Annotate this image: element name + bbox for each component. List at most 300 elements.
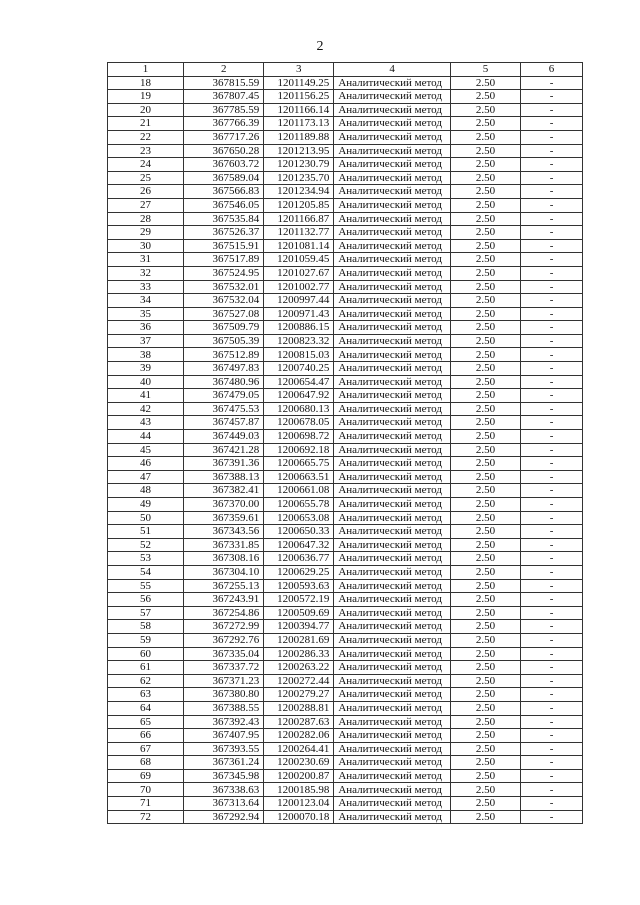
y-coordinate-cell: 1200636.77	[264, 552, 334, 566]
table-row	[108, 430, 583, 444]
y-coordinate-cell: 1200185.98	[264, 783, 334, 797]
note-cell: -	[521, 253, 583, 267]
method-cell: Аналитический метод	[334, 90, 451, 104]
method-cell: Аналитический метод	[334, 470, 451, 484]
note-cell: -	[521, 769, 583, 783]
note-cell: -	[521, 443, 583, 457]
note-cell: -	[521, 348, 583, 362]
method-cell: Аналитический метод	[334, 76, 451, 90]
point-number-cell: 34	[108, 294, 184, 308]
note-cell: -	[521, 756, 583, 770]
table-row	[108, 171, 583, 185]
table-row	[108, 198, 583, 212]
y-coordinate-cell: 1200287.63	[264, 715, 334, 729]
table-row	[108, 769, 583, 783]
note-cell: -	[521, 416, 583, 430]
error-cell: 2.50	[451, 511, 521, 525]
y-coordinate-cell: 1200650.33	[264, 525, 334, 539]
note-cell: -	[521, 606, 583, 620]
error-cell: 2.50	[451, 552, 521, 566]
note-cell: -	[521, 375, 583, 389]
table-row	[108, 511, 583, 525]
x-coordinate-cell: 367393.55	[184, 742, 264, 756]
error-cell: 2.50	[451, 484, 521, 498]
y-coordinate-cell: 1200663.51	[264, 470, 334, 484]
method-cell: Аналитический метод	[334, 402, 451, 416]
table-row	[108, 715, 583, 729]
point-number-cell: 67	[108, 742, 184, 756]
note-cell: -	[521, 593, 583, 607]
error-cell: 2.50	[451, 239, 521, 253]
x-coordinate-cell: 367361.24	[184, 756, 264, 770]
y-coordinate-cell: 1200997.44	[264, 294, 334, 308]
note-cell: -	[521, 321, 583, 335]
note-cell: -	[521, 633, 583, 647]
method-cell: Аналитический метод	[334, 416, 451, 430]
method-cell: Аналитический метод	[334, 756, 451, 770]
error-cell: 2.50	[451, 280, 521, 294]
error-cell: 2.50	[451, 321, 521, 335]
x-coordinate-cell: 367807.45	[184, 90, 264, 104]
table-row	[108, 144, 583, 158]
point-number-cell: 27	[108, 198, 184, 212]
x-coordinate-cell: 367785.59	[184, 103, 264, 117]
table-row	[108, 742, 583, 756]
point-number-cell: 46	[108, 457, 184, 471]
table-row	[108, 266, 583, 280]
note-cell: -	[521, 266, 583, 280]
point-number-cell: 35	[108, 307, 184, 321]
x-coordinate-cell: 367313.64	[184, 797, 264, 811]
point-number-cell: 24	[108, 158, 184, 172]
point-number-cell: 20	[108, 103, 184, 117]
table-row	[108, 294, 583, 308]
point-number-cell: 23	[108, 144, 184, 158]
error-cell: 2.50	[451, 212, 521, 226]
point-number-cell: 37	[108, 334, 184, 348]
x-coordinate-cell: 367359.61	[184, 511, 264, 525]
error-cell: 2.50	[451, 579, 521, 593]
table-row	[108, 470, 583, 484]
point-number-cell: 54	[108, 565, 184, 579]
table-row	[108, 239, 583, 253]
x-coordinate-cell: 367345.98	[184, 769, 264, 783]
point-number-cell: 41	[108, 389, 184, 403]
point-number-cell: 60	[108, 647, 184, 661]
y-coordinate-cell: 1200971.43	[264, 307, 334, 321]
y-coordinate-cell: 1201132.77	[264, 226, 334, 240]
point-number-cell: 36	[108, 321, 184, 335]
method-cell: Аналитический метод	[334, 498, 451, 512]
x-coordinate-cell: 367407.95	[184, 729, 264, 743]
x-coordinate-cell: 367524.95	[184, 266, 264, 280]
note-cell: -	[521, 647, 583, 661]
table-row	[108, 117, 583, 131]
error-cell: 2.50	[451, 130, 521, 144]
method-cell: Аналитический метод	[334, 565, 451, 579]
method-cell: Аналитический метод	[334, 606, 451, 620]
column-header: 4	[334, 63, 451, 77]
point-number-cell: 43	[108, 416, 184, 430]
method-cell: Аналитический метод	[334, 198, 451, 212]
y-coordinate-cell: 1200281.69	[264, 633, 334, 647]
x-coordinate-cell: 367603.72	[184, 158, 264, 172]
table-row	[108, 498, 583, 512]
method-cell: Аналитический метод	[334, 484, 451, 498]
y-coordinate-cell: 1200123.04	[264, 797, 334, 811]
error-cell: 2.50	[451, 647, 521, 661]
note-cell: -	[521, 797, 583, 811]
method-cell: Аналитический метод	[334, 443, 451, 457]
note-cell: -	[521, 620, 583, 634]
point-number-cell: 55	[108, 579, 184, 593]
table-row	[108, 729, 583, 743]
y-coordinate-cell: 1200288.81	[264, 701, 334, 715]
point-number-cell: 40	[108, 375, 184, 389]
table-row	[108, 389, 583, 403]
x-coordinate-cell: 367292.94	[184, 810, 264, 824]
error-cell: 2.50	[451, 253, 521, 267]
method-cell: Аналитический метод	[334, 144, 451, 158]
method-cell: Аналитический метод	[334, 742, 451, 756]
column-header: 2	[184, 63, 264, 77]
error-cell: 2.50	[451, 525, 521, 539]
table-body	[108, 76, 583, 824]
y-coordinate-cell: 1201156.25	[264, 90, 334, 104]
method-cell: Аналитический метод	[334, 212, 451, 226]
table-row	[108, 212, 583, 226]
point-number-cell: 25	[108, 171, 184, 185]
note-cell: -	[521, 402, 583, 416]
point-number-cell: 64	[108, 701, 184, 715]
error-cell: 2.50	[451, 756, 521, 770]
table-row	[108, 158, 583, 172]
y-coordinate-cell: 1201234.94	[264, 185, 334, 199]
method-cell: Аналитический метод	[334, 158, 451, 172]
method-cell: Аналитический метод	[334, 593, 451, 607]
error-cell: 2.50	[451, 688, 521, 702]
error-cell: 2.50	[451, 797, 521, 811]
table-row	[108, 647, 583, 661]
note-cell: -	[521, 144, 583, 158]
table-row	[108, 701, 583, 715]
table-row	[108, 783, 583, 797]
note-cell: -	[521, 307, 583, 321]
note-cell: -	[521, 280, 583, 294]
table-row	[108, 253, 583, 267]
error-cell: 2.50	[451, 185, 521, 199]
table-row	[108, 226, 583, 240]
note-cell: -	[521, 715, 583, 729]
point-number-cell: 62	[108, 674, 184, 688]
note-cell: -	[521, 294, 583, 308]
note-cell: -	[521, 701, 583, 715]
note-cell: -	[521, 661, 583, 675]
table-row	[108, 76, 583, 90]
x-coordinate-cell: 367331.85	[184, 538, 264, 552]
y-coordinate-cell: 1200286.33	[264, 647, 334, 661]
method-cell: Аналитический метод	[334, 701, 451, 715]
x-coordinate-cell: 367526.37	[184, 226, 264, 240]
y-coordinate-cell: 1201189.88	[264, 130, 334, 144]
method-cell: Аналитический метод	[334, 729, 451, 743]
y-coordinate-cell: 1201205.85	[264, 198, 334, 212]
method-cell: Аналитический метод	[334, 538, 451, 552]
error-cell: 2.50	[451, 810, 521, 824]
point-number-cell: 52	[108, 538, 184, 552]
note-cell: -	[521, 525, 583, 539]
method-cell: Аналитический метод	[334, 321, 451, 335]
method-cell: Аналитический метод	[334, 620, 451, 634]
error-cell: 2.50	[451, 701, 521, 715]
method-cell: Аналитический метод	[334, 348, 451, 362]
x-coordinate-cell: 367254.86	[184, 606, 264, 620]
method-cell: Аналитический метод	[334, 185, 451, 199]
x-coordinate-cell: 367532.01	[184, 280, 264, 294]
x-coordinate-cell: 367421.28	[184, 443, 264, 457]
method-cell: Аналитический метод	[334, 715, 451, 729]
table-row	[108, 756, 583, 770]
x-coordinate-cell: 367717.26	[184, 130, 264, 144]
method-cell: Аналитический метод	[334, 674, 451, 688]
y-coordinate-cell: 1200282.06	[264, 729, 334, 743]
note-cell: -	[521, 498, 583, 512]
y-coordinate-cell: 1200815.03	[264, 348, 334, 362]
point-number-cell: 32	[108, 266, 184, 280]
column-header: 3	[264, 63, 334, 77]
table-row	[108, 375, 583, 389]
point-number-cell: 58	[108, 620, 184, 634]
page-number: 2	[316, 39, 324, 54]
note-cell: -	[521, 158, 583, 172]
y-coordinate-cell: 1200593.63	[264, 579, 334, 593]
column-header: 1	[108, 63, 184, 77]
table-row	[108, 416, 583, 430]
x-coordinate-cell: 367243.91	[184, 593, 264, 607]
x-coordinate-cell: 367512.89	[184, 348, 264, 362]
error-cell: 2.50	[451, 389, 521, 403]
note-cell: -	[521, 76, 583, 90]
error-cell: 2.50	[451, 266, 521, 280]
table-row	[108, 457, 583, 471]
y-coordinate-cell: 1201230.79	[264, 158, 334, 172]
method-cell: Аналитический метод	[334, 389, 451, 403]
method-cell: Аналитический метод	[334, 661, 451, 675]
point-number-cell: 71	[108, 797, 184, 811]
y-coordinate-cell: 1201213.95	[264, 144, 334, 158]
x-coordinate-cell: 367308.16	[184, 552, 264, 566]
table-row	[108, 362, 583, 376]
method-cell: Аналитический метод	[334, 552, 451, 566]
point-number-cell: 38	[108, 348, 184, 362]
note-cell: -	[521, 470, 583, 484]
table-row	[108, 579, 583, 593]
x-coordinate-cell: 367391.36	[184, 457, 264, 471]
x-coordinate-cell: 367457.87	[184, 416, 264, 430]
y-coordinate-cell: 1201166.87	[264, 212, 334, 226]
error-cell: 2.50	[451, 171, 521, 185]
point-number-cell: 29	[108, 226, 184, 240]
point-number-cell: 66	[108, 729, 184, 743]
note-cell: -	[521, 90, 583, 104]
point-number-cell: 22	[108, 130, 184, 144]
point-number-cell: 42	[108, 402, 184, 416]
note-cell: -	[521, 130, 583, 144]
error-cell: 2.50	[451, 742, 521, 756]
point-number-cell: 57	[108, 606, 184, 620]
note-cell: -	[521, 226, 583, 240]
y-coordinate-cell: 1200654.47	[264, 375, 334, 389]
note-cell: -	[521, 103, 583, 117]
x-coordinate-cell: 367388.13	[184, 470, 264, 484]
y-coordinate-cell: 1200698.72	[264, 430, 334, 444]
y-coordinate-cell: 1201059.45	[264, 253, 334, 267]
method-cell: Аналитический метод	[334, 769, 451, 783]
note-cell: -	[521, 688, 583, 702]
error-cell: 2.50	[451, 416, 521, 430]
method-cell: Аналитический метод	[334, 280, 451, 294]
error-cell: 2.50	[451, 375, 521, 389]
x-coordinate-cell: 367343.56	[184, 525, 264, 539]
method-cell: Аналитический метод	[334, 579, 451, 593]
method-cell: Аналитический метод	[334, 266, 451, 280]
method-cell: Аналитический метод	[334, 633, 451, 647]
point-number-cell: 30	[108, 239, 184, 253]
note-cell: -	[521, 538, 583, 552]
error-cell: 2.50	[451, 715, 521, 729]
y-coordinate-cell: 1201002.77	[264, 280, 334, 294]
x-coordinate-cell: 367388.55	[184, 701, 264, 715]
x-coordinate-cell: 367382.41	[184, 484, 264, 498]
y-coordinate-cell: 1201149.25	[264, 76, 334, 90]
x-coordinate-cell: 367766.39	[184, 117, 264, 131]
method-cell: Аналитический метод	[334, 783, 451, 797]
error-cell: 2.50	[451, 76, 521, 90]
y-coordinate-cell: 1200678.05	[264, 416, 334, 430]
x-coordinate-cell: 367527.08	[184, 307, 264, 321]
note-cell: -	[521, 212, 583, 226]
error-cell: 2.50	[451, 402, 521, 416]
point-number-cell: 33	[108, 280, 184, 294]
note-cell: -	[521, 810, 583, 824]
x-coordinate-cell: 367515.91	[184, 239, 264, 253]
error-cell: 2.50	[451, 729, 521, 743]
y-coordinate-cell: 1200070.18	[264, 810, 334, 824]
method-cell: Аналитический метод	[334, 239, 451, 253]
table-row	[108, 525, 583, 539]
point-number-cell: 72	[108, 810, 184, 824]
table-row	[108, 321, 583, 335]
x-coordinate-cell: 367532.04	[184, 294, 264, 308]
y-coordinate-cell: 1200394.77	[264, 620, 334, 634]
y-coordinate-cell: 1200200.87	[264, 769, 334, 783]
x-coordinate-cell: 367475.53	[184, 402, 264, 416]
note-cell: -	[521, 198, 583, 212]
x-coordinate-cell: 367338.63	[184, 783, 264, 797]
table-row	[108, 674, 583, 688]
x-coordinate-cell: 367815.59	[184, 76, 264, 90]
point-number-cell: 49	[108, 498, 184, 512]
point-number-cell: 56	[108, 593, 184, 607]
note-cell: -	[521, 729, 583, 743]
table-row	[108, 90, 583, 104]
note-cell: -	[521, 389, 583, 403]
column-header: 6	[521, 63, 583, 77]
point-number-cell: 68	[108, 756, 184, 770]
error-cell: 2.50	[451, 103, 521, 117]
note-cell: -	[521, 334, 583, 348]
x-coordinate-cell: 367370.00	[184, 498, 264, 512]
error-cell: 2.50	[451, 498, 521, 512]
x-coordinate-cell: 367380.80	[184, 688, 264, 702]
y-coordinate-cell: 1201173.13	[264, 117, 334, 131]
x-coordinate-cell: 367335.04	[184, 647, 264, 661]
error-cell: 2.50	[451, 348, 521, 362]
error-cell: 2.50	[451, 457, 521, 471]
point-number-cell: 45	[108, 443, 184, 457]
error-cell: 2.50	[451, 198, 521, 212]
column-header: 5	[451, 63, 521, 77]
method-cell: Аналитический метод	[334, 430, 451, 444]
y-coordinate-cell: 1200509.69	[264, 606, 334, 620]
table-row	[108, 661, 583, 675]
error-cell: 2.50	[451, 769, 521, 783]
table-header-row	[108, 63, 583, 77]
note-cell: -	[521, 185, 583, 199]
method-cell: Аналитический метод	[334, 226, 451, 240]
y-coordinate-cell: 1201081.14	[264, 239, 334, 253]
y-coordinate-cell: 1200655.78	[264, 498, 334, 512]
y-coordinate-cell: 1200279.27	[264, 688, 334, 702]
y-coordinate-cell: 1200647.92	[264, 389, 334, 403]
table-row	[108, 552, 583, 566]
note-cell: -	[521, 783, 583, 797]
method-cell: Аналитический метод	[334, 511, 451, 525]
method-cell: Аналитический метод	[334, 375, 451, 389]
error-cell: 2.50	[451, 620, 521, 634]
table-row	[108, 565, 583, 579]
table-row	[108, 307, 583, 321]
method-cell: Аналитический метод	[334, 130, 451, 144]
method-cell: Аналитический метод	[334, 171, 451, 185]
error-cell: 2.50	[451, 158, 521, 172]
y-coordinate-cell: 1200823.32	[264, 334, 334, 348]
note-cell: -	[521, 565, 583, 579]
error-cell: 2.50	[451, 226, 521, 240]
point-number-cell: 19	[108, 90, 184, 104]
table-row	[108, 606, 583, 620]
table-row	[108, 633, 583, 647]
error-cell: 2.50	[451, 334, 521, 348]
note-cell: -	[521, 239, 583, 253]
x-coordinate-cell: 367392.43	[184, 715, 264, 729]
point-number-cell: 53	[108, 552, 184, 566]
error-cell: 2.50	[451, 117, 521, 131]
note-cell: -	[521, 430, 583, 444]
point-number-cell: 21	[108, 117, 184, 131]
point-number-cell: 47	[108, 470, 184, 484]
note-cell: -	[521, 552, 583, 566]
table-row	[108, 593, 583, 607]
table-row	[108, 810, 583, 824]
y-coordinate-cell: 1200886.15	[264, 321, 334, 335]
method-cell: Аналитический метод	[334, 457, 451, 471]
x-coordinate-cell: 367272.99	[184, 620, 264, 634]
error-cell: 2.50	[451, 90, 521, 104]
error-cell: 2.50	[451, 633, 521, 647]
y-coordinate-cell: 1200665.75	[264, 457, 334, 471]
error-cell: 2.50	[451, 307, 521, 321]
